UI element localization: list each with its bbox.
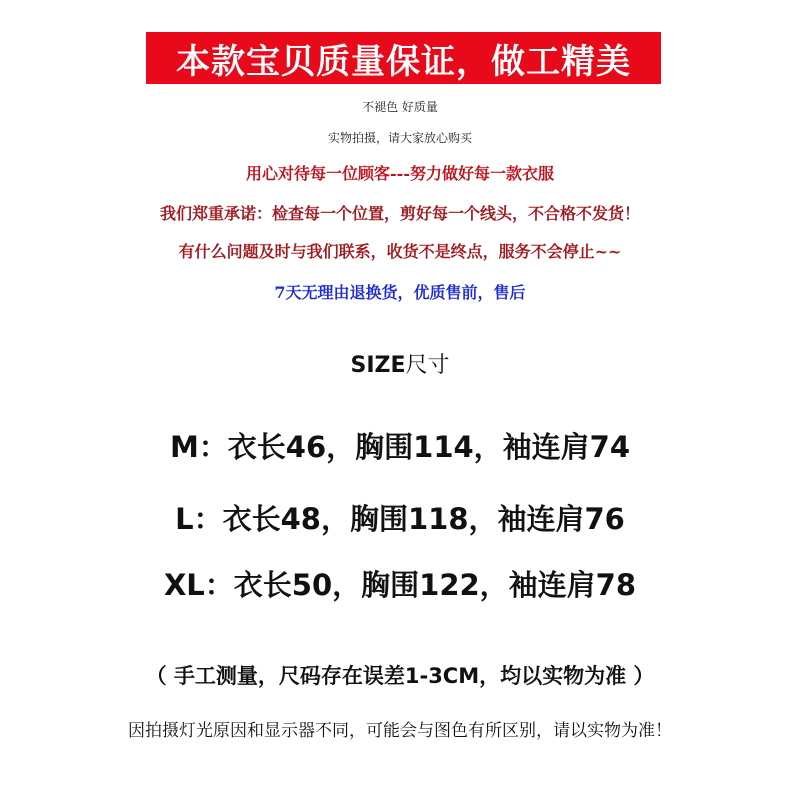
color-disclaimer: 因拍摄灯光原因和显示器不同，可能会与图色有所区别，请以实物为准！: [128, 721, 672, 741]
size-row-xl: XL：衣长50，胸围122，袖连肩78: [163, 568, 637, 602]
message-contact: 有什么问题及时与我们联系，收货不是终点，服务不会停止~~: [178, 242, 622, 261]
size-heading: [0, 348, 800, 379]
size-row-m: M：衣长46，胸围114，袖连肩74: [169, 430, 631, 464]
quality-banner: [146, 32, 661, 84]
message-return-policy: 7天无理由退换货，优质售前，售后: [274, 283, 526, 302]
size-row-l: L：衣长48，胸围118，袖连肩76: [175, 502, 625, 536]
message-commitment-text: 我们郑重承诺：检查每一个位置，剪好每一个线头，不合格不发货！: [159, 204, 640, 223]
size-heading-en: SIZE: [350, 353, 406, 378]
size-heading-zh: 尺寸: [405, 353, 450, 378]
message-commitment: [0, 201, 800, 224]
promise-colorfast: 不褪色 好质量: [362, 100, 438, 114]
quality-banner-text: 本款宝贝质量保证，做工精美: [176, 41, 631, 82]
promise-real-photo: 实物拍摄，请大家放心购买: [327, 131, 472, 145]
measurement-note: （ 手工测量，尺码存在误差1-3CM，均以实物为准 ）: [145, 664, 655, 688]
message-care: 用心对待每一位顾客---努力做好每一款衣服: [246, 164, 554, 183]
